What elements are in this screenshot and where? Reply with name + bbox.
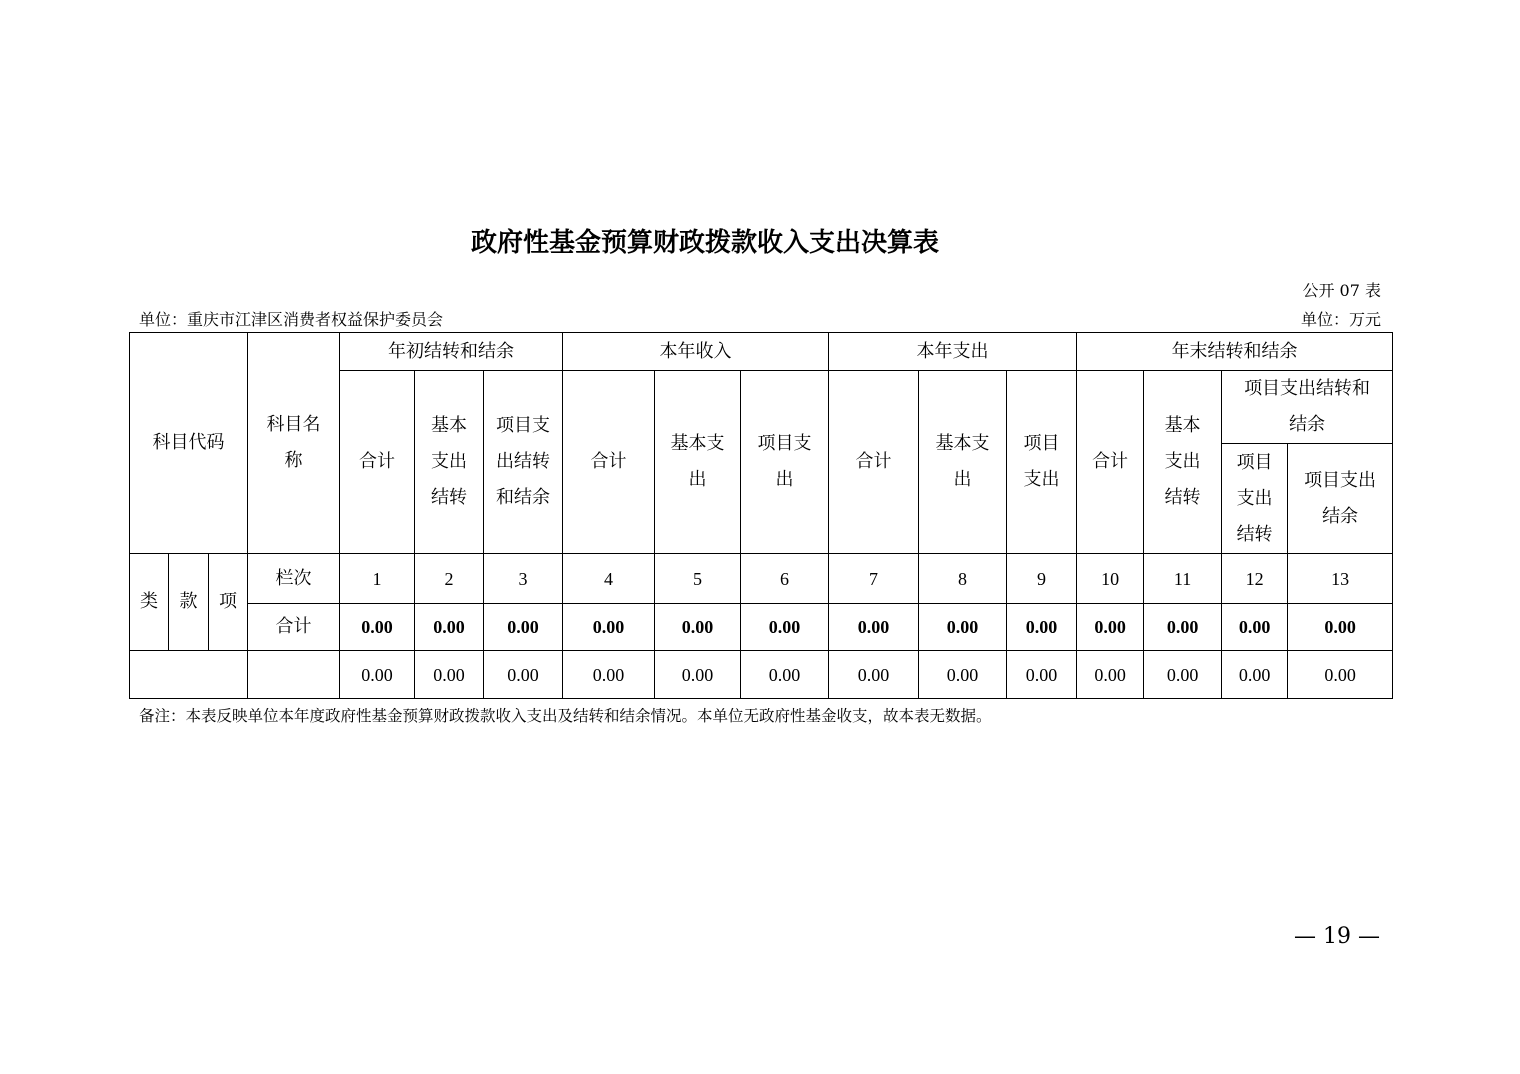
data-name (248, 651, 340, 699)
header-col1: 合计 (340, 371, 415, 554)
data-cell: 0.00 (340, 651, 415, 699)
col-number: 12 (1222, 554, 1288, 604)
header-col13 (1288, 444, 1393, 554)
header-group-expense: 本年支出 (829, 333, 1077, 371)
header-col12 (1222, 444, 1288, 554)
header-col9-l1: 项目 (1023, 433, 1060, 454)
header-col11-l3: 结转 (1164, 487, 1201, 508)
col-number: 3 (484, 554, 563, 604)
table-note: 备注：本表反映单位本年度政府性基金预算财政拨款收入支出及结转和结余情况。本单位无政府性基金收支，故本表无数据。 (139, 707, 992, 725)
page-number: — 19 — (1294, 924, 1380, 949)
row-data (130, 651, 1393, 699)
total-cell: 0.00 (1288, 604, 1393, 651)
data-cell: 0.00 (563, 651, 655, 699)
header-col12-l2: 支出 (1236, 487, 1273, 509)
header-col11-l1: 基本 (1164, 415, 1201, 436)
header-sub-group (1222, 371, 1393, 444)
header-col2-l3: 结转 (431, 487, 468, 508)
header-col3-l1: 项目支 (496, 415, 551, 436)
header-col4: 合计 (563, 371, 655, 554)
header-col9-l2: 支出 (1023, 469, 1060, 490)
header-name-line2: 称 (284, 450, 303, 471)
header-group-income: 本年收入 (563, 333, 829, 371)
col-number: 9 (1007, 554, 1077, 604)
header-col13-l2: 结余 (1322, 505, 1359, 527)
unit-currency: 单位：万元 (1300, 310, 1381, 329)
data-cell: 0.00 (1288, 651, 1393, 699)
header-group-end: 年末结转和结余 (1077, 333, 1393, 371)
total-cell: 0.00 (563, 604, 655, 651)
col-number: 13 (1288, 554, 1393, 604)
header-xiang: 项 (209, 554, 248, 651)
data-cell: 0.00 (415, 651, 484, 699)
header-lanci: 栏次 (248, 554, 340, 604)
header-code: 科目代码 (130, 333, 248, 554)
header-col6-l2: 出 (775, 469, 794, 490)
header-sub-group-l1: 项目支出结转和 (1244, 378, 1371, 399)
header-col12-l3: 结转 (1236, 523, 1273, 545)
col-number: 5 (655, 554, 741, 604)
header-lei: 类 (130, 554, 169, 651)
total-cell: 0.00 (340, 604, 415, 651)
data-cell: 0.00 (1077, 651, 1144, 699)
header-col8-l2: 出 (953, 469, 972, 490)
header-col10: 合计 (1077, 371, 1144, 554)
row-column-numbers (130, 554, 1393, 604)
col-number: 7 (829, 554, 919, 604)
total-cell: 0.00 (415, 604, 484, 651)
header-name-line1: 科目名 (266, 414, 321, 435)
header-col13-l1: 项目支出 (1304, 469, 1377, 491)
data-cell: 0.00 (829, 651, 919, 699)
header-col5 (655, 371, 741, 554)
total-cell: 0.00 (829, 604, 919, 651)
data-cell: 0.00 (1144, 651, 1222, 699)
total-cell: 0.00 (1222, 604, 1288, 651)
header-col7: 合计 (829, 371, 919, 554)
header-col5-l1: 基本支 (670, 433, 725, 454)
budget-table (129, 332, 1393, 699)
row-total (130, 604, 1393, 651)
form-number: 公开 07 表 (1302, 281, 1381, 300)
data-cell: 0.00 (484, 651, 563, 699)
data-cell: 0.00 (741, 651, 829, 699)
header-col9 (1007, 371, 1077, 554)
header-col2-l1: 基本 (431, 415, 468, 436)
header-col5-l2: 出 (688, 469, 707, 490)
total-cell: 0.00 (655, 604, 741, 651)
col-number: 4 (563, 554, 655, 604)
header-row-groups (130, 333, 1393, 371)
data-cell: 0.00 (655, 651, 741, 699)
data-cell: 0.00 (1222, 651, 1288, 699)
col-number: 11 (1144, 554, 1222, 604)
col-number: 1 (340, 554, 415, 604)
col-number: 8 (919, 554, 1007, 604)
unit-organization: 单位：重庆市江津区消费者权益保护委员会 (139, 310, 444, 329)
total-label: 合计 (248, 604, 340, 651)
header-col12-l1: 项目 (1236, 451, 1273, 473)
total-cell: 0.00 (1007, 604, 1077, 651)
total-cell: 0.00 (484, 604, 563, 651)
header-col11 (1144, 371, 1222, 554)
col-number: 10 (1077, 554, 1144, 604)
header-col3-l2: 出结转 (496, 451, 551, 472)
header-name (248, 333, 340, 554)
total-cell: 0.00 (919, 604, 1007, 651)
data-cell: 0.00 (919, 651, 1007, 699)
total-cell: 0.00 (741, 604, 829, 651)
data-code (130, 651, 248, 699)
header-col8 (919, 371, 1007, 554)
header-col3-l3: 和结余 (496, 487, 551, 508)
header-col2 (415, 371, 484, 554)
header-sub-group-l2: 结余 (1289, 414, 1326, 435)
col-number: 6 (741, 554, 829, 604)
header-group-begin: 年初结转和结余 (340, 333, 563, 371)
header-kuan: 款 (169, 554, 209, 651)
data-cell: 0.00 (1007, 651, 1077, 699)
page-title: 政府性基金预算财政拨款收入支出决算表 (470, 228, 939, 258)
header-col6-l1: 项目支 (757, 433, 812, 454)
header-col11-l2: 支出 (1164, 451, 1201, 472)
header-col6 (741, 371, 829, 554)
total-cell: 0.00 (1077, 604, 1144, 651)
header-col8-l1: 基本支 (935, 433, 990, 454)
header-col3 (484, 371, 563, 554)
col-number: 2 (415, 554, 484, 604)
total-cell: 0.00 (1144, 604, 1222, 651)
header-col2-l2: 支出 (431, 451, 468, 472)
